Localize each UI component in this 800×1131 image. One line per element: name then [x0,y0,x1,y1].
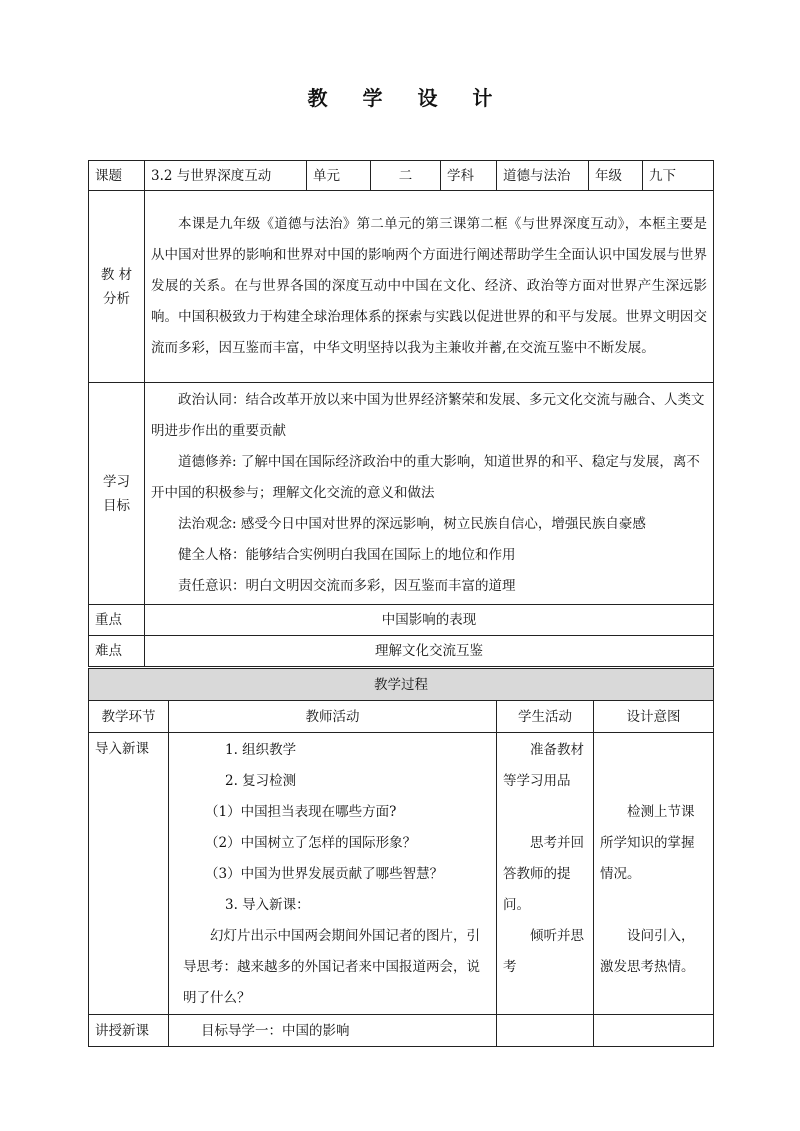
process-title-row [89,669,714,701]
intro-intent-cell [594,733,714,1015]
teach-stage: 讲授新课 [89,1015,169,1047]
teaching-process-table [88,668,714,1047]
teacher-step: 2. 复习检测 [225,773,297,789]
teach-teacher: 目标导学一：中国的影响 [169,1015,497,1047]
lesson-info-table [88,160,714,667]
key-point-row [89,605,714,636]
lesson-value: 3.2 与世界深度互动 [145,161,307,191]
analysis-label-line1: 教 材 [100,266,133,283]
goal-item: 道德修养: 了解中国在国际经济政治中的重大影响，知道世界的和平、稳定与发展，离不开中国的积极参与；理解文化交流的意义和做法 [151,454,700,501]
student-activity: 准备教材等学习用品 [503,742,584,789]
goals-label-line1: 学习 [103,473,130,490]
analysis-row [89,191,714,383]
unit-value: 二 [371,161,441,191]
student-activity: 思考并回答教师的提问。 [503,835,584,913]
key-point-label: 重点 [89,605,145,636]
goals-label-line2: 目标 [103,497,130,514]
header-row [89,161,714,191]
intro-row [89,733,714,1015]
difficulty-label: 难点 [89,636,145,667]
goal-item: 健全人格：能够结合实例明白我国在国际上的地位和作用 [178,547,516,563]
teacher-step: 3. 导入新课： [225,897,310,913]
process-title: 教学过程 [89,669,714,701]
key-point-value: 中国影响的表现 [145,605,714,636]
lesson-label: 课题 [89,161,145,191]
review-question: （1）中国担当表现在哪些方面? [205,804,397,820]
design-intent: 检测上节课所学知识的掌握情况。 [600,804,695,882]
subject-value: 道德与法治 [497,161,589,191]
subject-label: 学科 [441,161,497,191]
difficulty-row [89,636,714,667]
intro-teacher-cell [169,733,497,1015]
goals-label [89,383,145,605]
grade-value: 九下 [643,161,714,191]
design-intent: 设问引入，激发思考热情。 [600,928,695,975]
analysis-label-line2: 分析 [103,290,130,307]
goals-cell [145,383,714,605]
analysis-text: 本课是九年级《道德与法治》第二单元的第三课第二框《与世界深度互动》，本框主要是从中国对世界的影响和世界对中国的影响两个方面进行阐述帮助学生全面认识中国发展与世界发展的关系。在与世界各国的深度互动中中国在文化、经济、政治等方面对世界产生深远影响。中国积极致力于构建全球治理体系的探索与实践以促进世界的和平与发展。世界文明因交流而多彩，因互鉴而丰富，中华文明坚持以我为主兼收并蓄,在交流互鉴中不断发展。 [151,216,707,356]
teacher-step: 1. 组织教学 [225,742,297,758]
teach-intent [594,1015,714,1047]
teach-row [89,1015,714,1047]
student-activity: 倾听并思考 [503,928,584,975]
intro-student-cell [497,733,594,1015]
goal-item: 责任意识：明白文明因交流而多彩，因互鉴而丰富的道理 [178,578,516,594]
grade-label: 年级 [589,161,643,191]
analysis-cell [145,191,714,383]
intent-header: 设计意图 [594,701,714,733]
unit-label: 单元 [307,161,371,191]
analysis-label [89,191,145,383]
intro-stage: 导入新课 [89,733,169,1015]
goal-item: 政治认同：结合改革开放以来中国为世界经济繁荣和发展、多元文化交流与融合、人类文明进步作出的重要贡献 [151,392,705,439]
goals-row [89,383,714,605]
review-question: （3）中国为世界发展贡献了哪些智慧？ [205,866,444,882]
student-header: 学生活动 [497,701,594,733]
page-title: 教 学 设 计 [307,86,507,110]
goal-item: 法治观念: 感受今日中国对世界的深远影响，树立民族自信心，增强民族自豪感 [178,516,646,532]
stage-header: 教学环节 [89,701,169,733]
teacher-step: 幻灯片出示中国两会期间外国记者的图片，引导思考：越来越多的外国记者来中国报道两会，说明了什么？ [183,928,480,1006]
review-question: （2）中国树立了怎样的国际形象？ [205,835,417,851]
process-header-row [89,701,714,733]
teacher-header: 教师活动 [169,701,497,733]
teach-student [497,1015,594,1047]
difficulty-value: 理解文化交流互鉴 [145,636,714,667]
